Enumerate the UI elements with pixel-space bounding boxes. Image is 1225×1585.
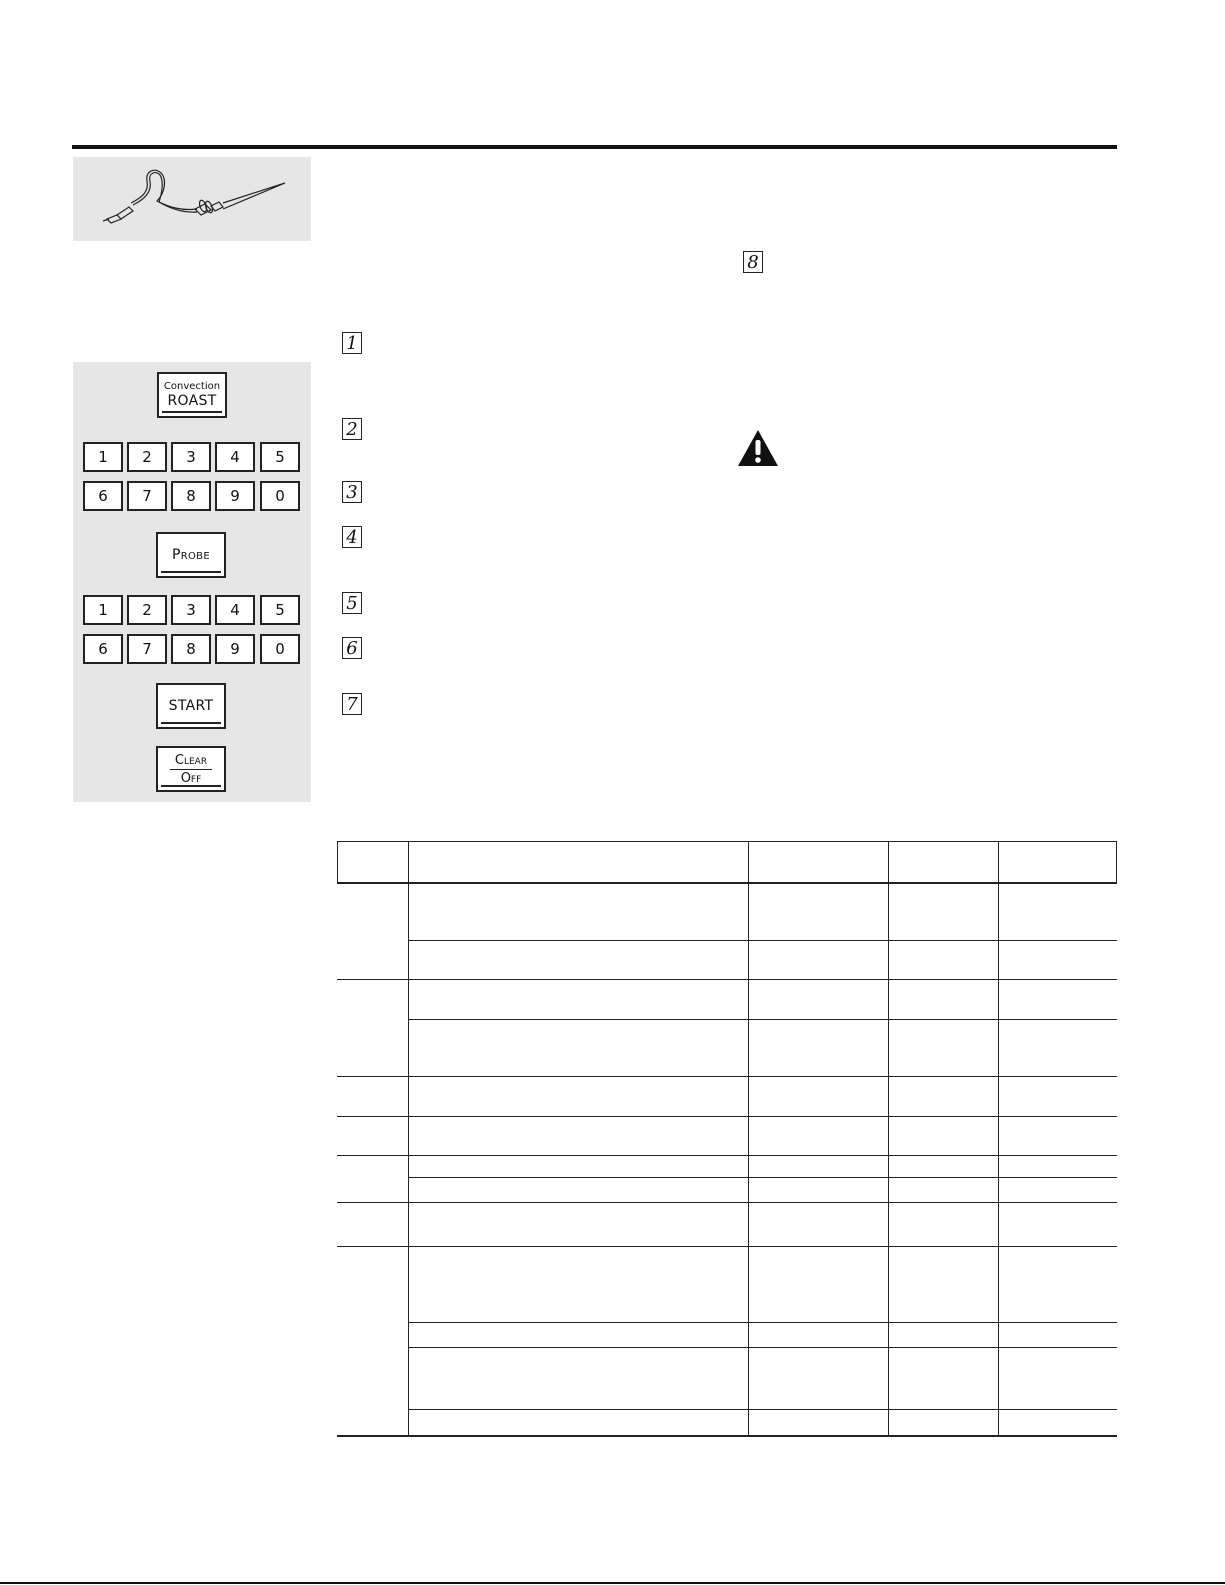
step-number-3: 3: [342, 481, 362, 503]
probe-pad[interactable]: [156, 532, 226, 578]
clear-off-pad[interactable]: [156, 746, 226, 792]
step-number-5: 5: [342, 592, 362, 614]
control-panel: [73, 362, 311, 802]
probe-temp-key-7[interactable]: 7: [127, 634, 167, 664]
step-number-8: 8: [743, 251, 763, 273]
roast-time-key-7[interactable]: 7: [127, 481, 167, 511]
step-number-6: 6: [342, 637, 362, 659]
roast-time-key-8[interactable]: 8: [171, 481, 211, 511]
step-number-7: 7: [342, 693, 362, 715]
top-rule: [72, 145, 1117, 149]
probe-temp-key-9[interactable]: 9: [215, 634, 255, 664]
probe-temp-key-1[interactable]: 1: [83, 595, 123, 625]
start-pad-label: START: [168, 697, 214, 714]
step-number-2: 2: [342, 418, 362, 440]
probe-pad-label: Probe: [172, 546, 210, 563]
start-pad[interactable]: [156, 683, 226, 729]
bottom-rule: [0, 1582, 1225, 1584]
probe-illustration: [73, 157, 311, 241]
clear-off-pad-line2: Off: [180, 770, 202, 786]
probe-temp-key-3[interactable]: 3: [171, 595, 211, 625]
roast-time-key-6[interactable]: 6: [83, 481, 123, 511]
convection-roast-pad[interactable]: [157, 372, 227, 418]
probe-temp-key-4[interactable]: 4: [215, 595, 255, 625]
roast-time-key-0[interactable]: 0: [260, 481, 300, 511]
probe-temp-key-8[interactable]: 8: [171, 634, 211, 664]
warning-triangle-icon: [737, 429, 779, 472]
roasting-guide-table: [337, 841, 1117, 1437]
convection-roast-pad-line2: ROAST: [167, 392, 217, 409]
roast-time-key-5[interactable]: 5: [260, 442, 300, 472]
probe-temp-key-0[interactable]: 0: [260, 634, 300, 664]
roast-time-key-1[interactable]: 1: [83, 442, 123, 472]
convection-roast-pad-line1: Convection: [163, 380, 221, 392]
roast-time-key-3[interactable]: 3: [171, 442, 211, 472]
step-number-1: 1: [342, 332, 362, 354]
probe-temp-key-2[interactable]: 2: [127, 595, 167, 625]
roast-time-key-9[interactable]: 9: [215, 481, 255, 511]
roast-time-key-4[interactable]: 4: [215, 442, 255, 472]
roast-time-key-2[interactable]: 2: [127, 442, 167, 472]
clear-off-pad-line1: Clear: [174, 752, 208, 768]
temperature-probe-icon: [73, 157, 311, 241]
step-number-4: 4: [342, 526, 362, 548]
probe-temp-key-5[interactable]: 5: [260, 595, 300, 625]
probe-temp-key-6[interactable]: 6: [83, 634, 123, 664]
